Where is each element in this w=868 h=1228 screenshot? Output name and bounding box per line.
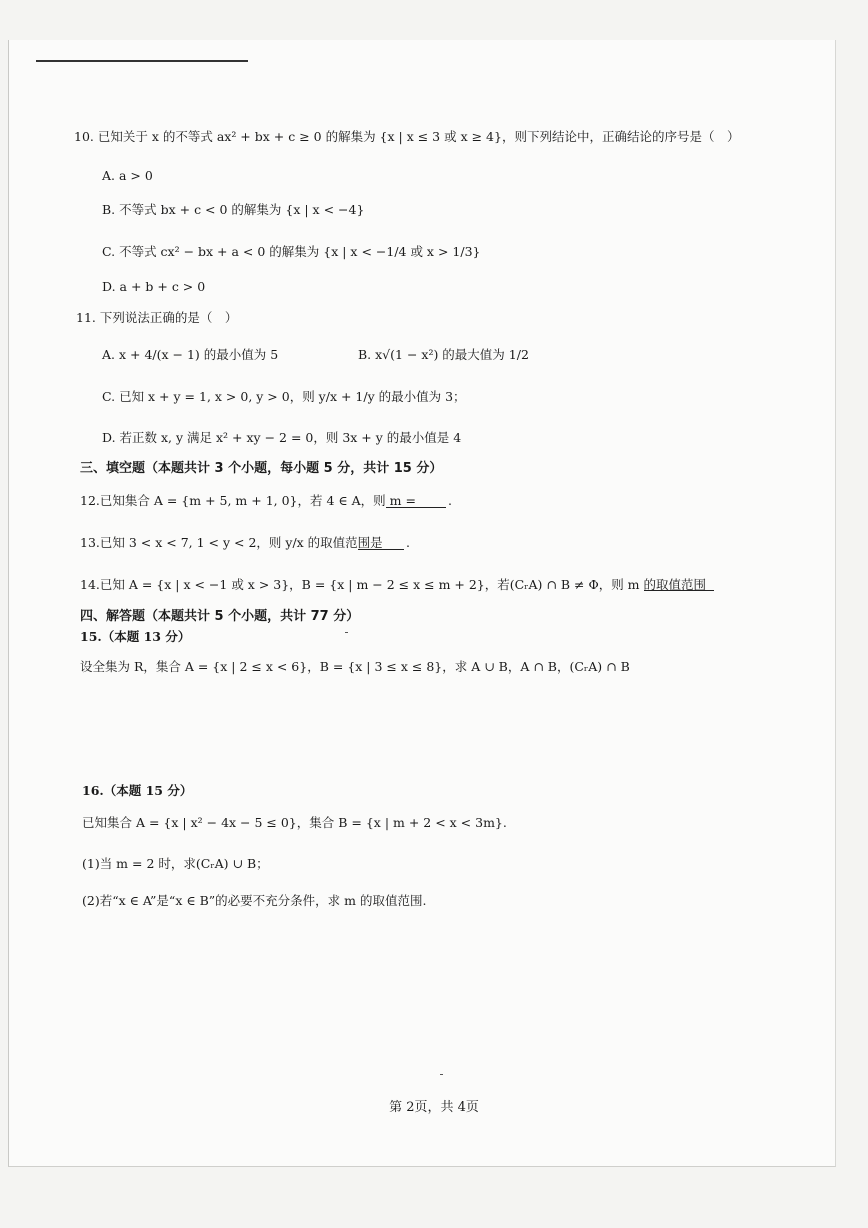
q10-option-a: A. a > 0	[102, 168, 153, 183]
section-4-heading: 四、解答题（本题共计 5 个小题，共计 77 分）	[80, 609, 360, 624]
scan-mark	[345, 632, 348, 633]
q10-option-d: D. a + b + c > 0	[102, 279, 206, 294]
scan-mark	[440, 1074, 443, 1075]
answer-blank	[386, 493, 446, 508]
question-10: 10. 已知关于 x 的不等式 ax² + bx + c ≥ 0 的解集为 {x | x ≤ 3 或 x ≥ 4}，则下列结论中，正确结论的序号是（ ）	[74, 129, 740, 144]
section-3-heading: 三、填空题（本题共计 3 个小题，每小题 5 分，共计 15 分）	[80, 461, 443, 476]
question-16: 已知集合 A = {x | x² − 4x − 5 ≤ 0}，集合 B = {x | m + 2 < x < 3m}.	[82, 815, 507, 830]
header-rule	[36, 60, 248, 62]
answer-blank	[358, 535, 404, 550]
q10-option-b: B. 不等式 bx + c < 0 的解集为 {x | x < −4}	[102, 202, 365, 217]
page-footer: 第 2页，共 4页	[389, 1100, 479, 1115]
question-11: 11. 下列说法正确的是（ ）	[76, 310, 238, 325]
q13-period: .	[406, 535, 410, 550]
answer-blank	[644, 576, 714, 591]
question-15-title: 15.（本题 13 分）	[80, 629, 191, 644]
q11-option-b: B. x√(1 − x²) 的最大值为 1/2	[358, 347, 529, 362]
q16-part-2: (2)若“x ∈ A”是“x ∈ B”的必要不充分条件，求 m 的取值范围.	[82, 893, 427, 908]
question-14: 14.已知 A = {x | x < −1 或 x > 3}，B = {x | m − 2 ≤ x ≤ m + 2}，若(CᵣA) ∩ B ≠ Φ，则 m 的取值范围	[80, 577, 707, 592]
question-13: 13.已知 3 < x < 7, 1 < y < 2，则 y/x 的取值范围是	[80, 535, 383, 550]
question-12: 12.已知集合 A = {m + 5, m + 1, 0}，若 4 ∈ A，则 m =	[80, 493, 416, 508]
q11-option-c: C. 已知 x + y = 1, x > 0, y > 0，则 y/x + 1/y 的最小值为 3；	[102, 389, 466, 404]
q12-period: .	[448, 493, 452, 508]
q11-option-d: D. 若正数 x, y 满足 x² + xy − 2 = 0，则 3x + y 的最小值是 4	[102, 430, 462, 445]
q16-part-1: (1)当 m = 2 时，求(CᵣA) ∪ B；	[82, 856, 269, 871]
question-15: 设全集为 R，集合 A = {x | 2 ≤ x < 6}，B = {x | 3 ≤ x ≤ 8}，求 A ∪ B，A ∩ B，(CᵣA) ∩ B	[80, 659, 630, 674]
q10-option-c: C. 不等式 cx² − bx + a < 0 的解集为 {x | x < −1/4 或 x > 1/3}	[102, 244, 481, 259]
q11-option-a: A. x + 4/(x − 1) 的最小值为 5	[102, 347, 279, 362]
question-16-title: 16.（本题 15 分）	[82, 783, 193, 798]
